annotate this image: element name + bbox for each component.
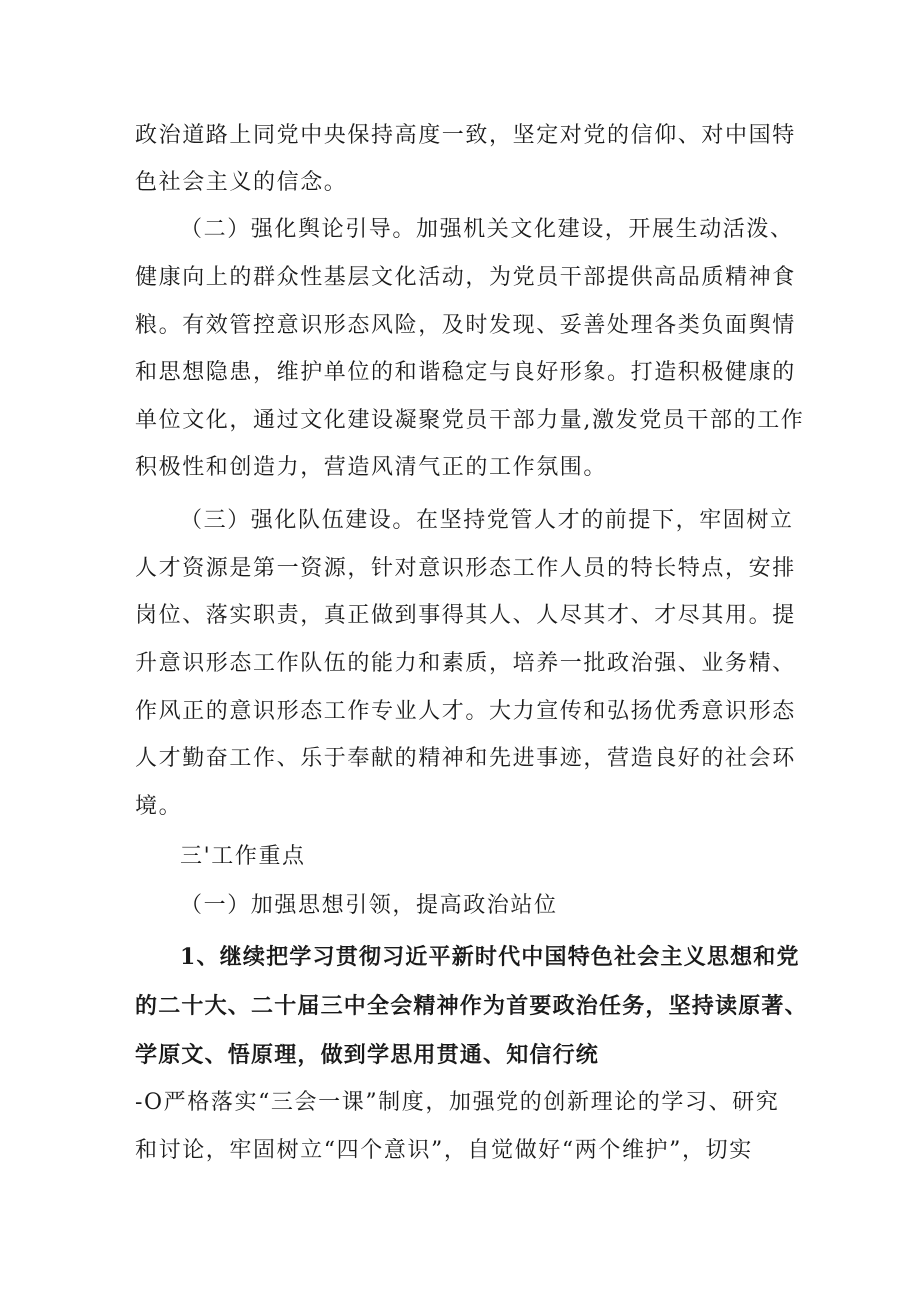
text-line: 健康向上的群众性基层文化活动，为党员干部提供高品质精神食 xyxy=(135,265,796,290)
bold-item-line: 的二十大、二十届三中全会精神作为首要政治任务，坚持读原著、 xyxy=(135,993,808,1019)
text-line: 色社会主义的信念。 xyxy=(135,170,348,195)
text-line: 单位文化，通过文化建设凝聚党员干部力量,激发党员干部的工作 xyxy=(135,408,805,433)
text-line: 作风正的意识形态工作专业人才。大力宣传和弘扬优秀意识形态 xyxy=(135,699,796,724)
text-line: 政治道路上同党中央保持高度一致，坚定对党的信仰、对中国特 xyxy=(135,123,796,148)
bold-item-line: 学原文、悟原理，做到学思用贯通、知信行统 xyxy=(135,1042,600,1068)
text-line: 和思想隐患，维护单位的和谐稳定与良好形象。打造积极健康的 xyxy=(135,360,796,385)
text-line: 岗位、落实职责，真正做到事得其人、人尽其才、才尽其用。提 xyxy=(135,603,796,628)
paragraph-heading-3: （三）强化队伍建设。在坚持党管人才的前提下，牢固树立 xyxy=(180,508,794,533)
text-line: -O严格落实“三会一课”制度，加强党的创新理论的学习、研究 xyxy=(135,1090,780,1115)
section-heading: 三'工作重点 xyxy=(180,844,306,869)
paragraph-heading-2: （二）强化舆论引导。加强机关文化建设，开展生动活泼、 xyxy=(180,217,794,242)
bold-item-line: 1、继续把学习贯彻习近平新时代中国特色社会主义思想和党 xyxy=(180,944,800,970)
text-line: 和讨论，牢固树立“四个意识”，自觉做好“两个维护”，切实 xyxy=(135,1138,753,1163)
text-line: 积极性和创造力，营造风清气正的工作氛围。 xyxy=(135,455,608,480)
text-line: 境。 xyxy=(135,794,183,819)
text-line: 人才资源是第一资源，针对意识形态工作人员的特长特点，安排 xyxy=(135,556,796,581)
subsection-heading: （一）加强思想引领，提高政治站位 xyxy=(180,893,558,918)
text-line: 升意识形态工作队伍的能力和素质，培养一批政治强、业务精、 xyxy=(135,651,796,676)
text-line: 粮。有效管控意识形态风险，及时发现、妥善处理各类负面舆情 xyxy=(135,313,796,338)
text-line: 人才勤奋工作、乐于奉献的精神和先进事迹，营造良好的社会环 xyxy=(135,746,796,771)
